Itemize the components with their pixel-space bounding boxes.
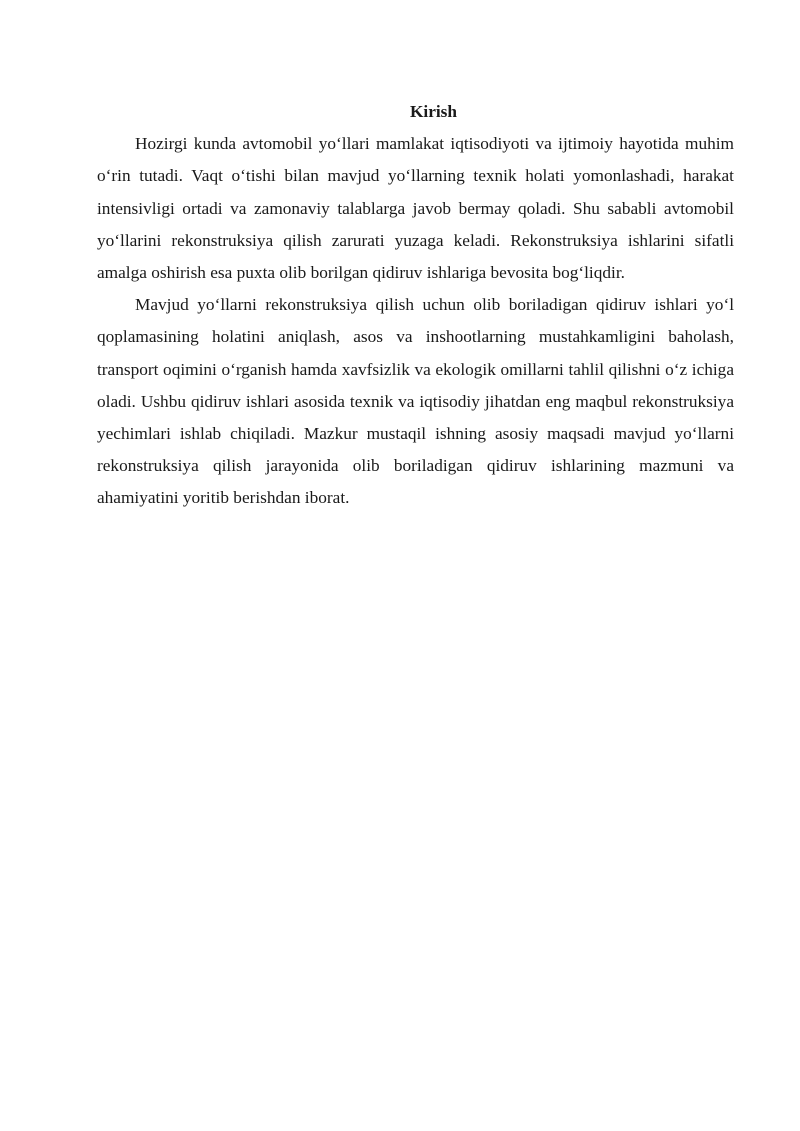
section-title: Kirish — [409, 102, 458, 121]
paragraph-intro: Hozirgi kunda avtomobil yo‘llari mamlakat iqtisodiyoti va ijtimoiy hayotida muhim o‘rin tutadi. Vaqt o‘tishi bilan mavjud yo‘llarning texnik holati yomonlashadi, harakat intensivligi ortadi va zamonaviy talablarga javob bermay qoladi. Shu sababli avtomobil yo‘llarini rekonstruksiya qilish zarurati yuzaga keladi. Rekonstruksiya ishlarini sifatli amalga oshirish esa puxta olib borilgan qidiruv ishlariga bevosita bog‘liqdir. — [97, 134, 734, 283]
document-body — [97, 96, 734, 515]
paragraph-purpose: Mavjud yo‘llarni rekonstruksiya qilish uchun olib boriladigan qidiruv ishlari yo‘l qoplamasining holatini aniqlash, asos va inshootlarning mustahkamligini baholash, transport oqimini o‘rganish hamda xavfsizlik va ekologik omillarni tahlil qilishni o‘z ichiga oladi. Ushbu qidiruv ishlari asosida texnik va iqtisodiy jihatdan eng maqbul rekonstruksiya yechimlari ishlab chiqiladi. Mazkur mustaqil ishning asosiy maqsadi mavjud yo‘llarni rekonstruksiya qilish jarayonida olib boriladigan qidiruv ishlarining mazmuni va ahamiyatini yoritib berishdan iborat. — [97, 295, 734, 508]
